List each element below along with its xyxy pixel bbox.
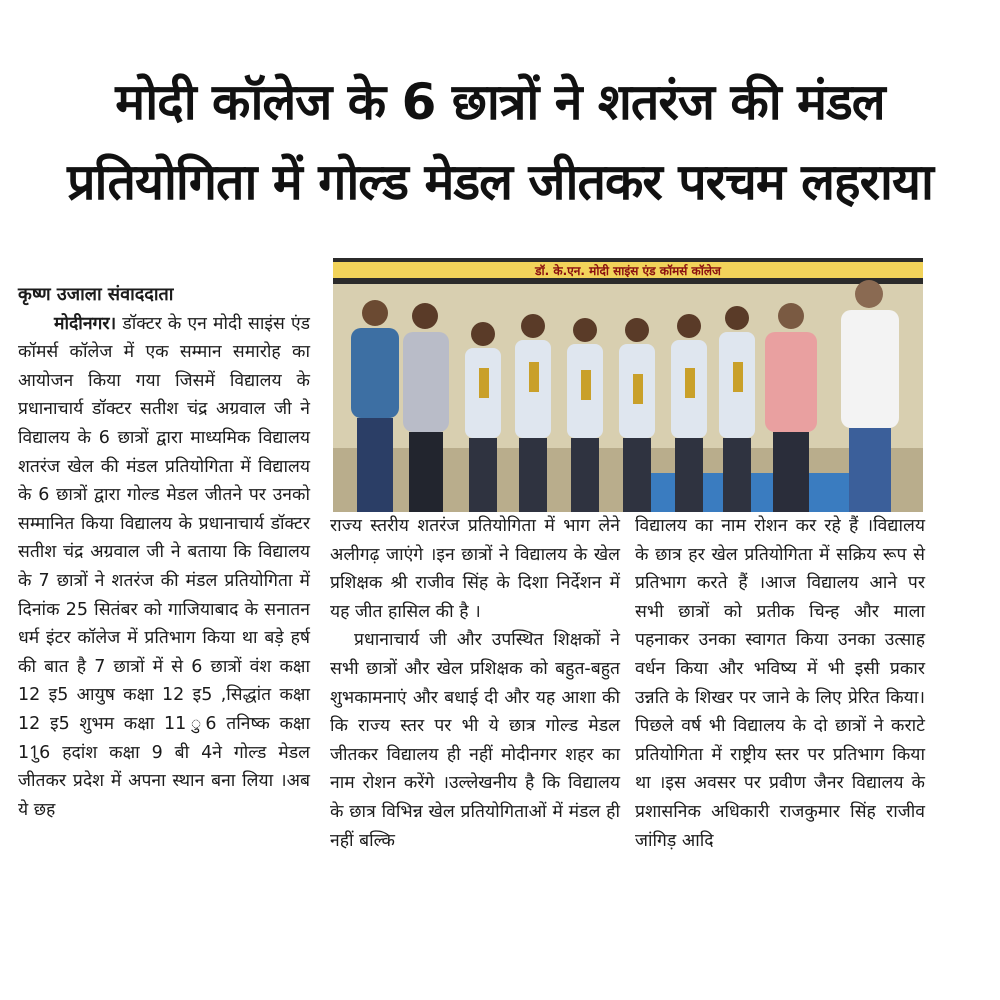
student-2 (515, 314, 551, 512)
headline (15, 62, 985, 222)
student-3 (567, 318, 603, 512)
person-2 (403, 303, 449, 512)
article-paragraph-2: प्रधानाचार्य जी और उपस्थित शिक्षकों ने सभी छात्रों और खेल प्रशिक्षक को बहुत-बहुत शुभकामनाएं और बधाई दी और यह आशा की कि राज्य स्तर पर भी ये छात्र गोल्ड मेडल जीतकर विद्यालय ही नहीं मोदीनगर शहर का नाम रोशन करेंगे ।उल्लेखनीय है कि विद्यालय के छात्र विभिन्न खेल प्रतियोगिताओं में मंडल ही नहीं बल्कि (330, 630, 620, 851)
headline-line-2: प्रतियोगिता में गोल्ड मेडल जीतकर परचम लहराया (67, 153, 933, 211)
person-4 (841, 280, 899, 512)
student-5 (671, 314, 707, 512)
student-1 (465, 322, 501, 512)
student-4 (619, 318, 655, 512)
article-text-column-3: विद्यालय का नाम रोशन कर रहे हैं ।विद्यालय के छात्र हर खेल प्रतियोगिता में सक्रिय रूप से प्रतिभाग करते हैं ।आज विद्यालय आने पर सभी छात्रों को प्रतीक चिन्ह और माला पहनाकर उनका स्वागत किया उनका उत्साह वर्धन किया और भविष्य में भी इसी प्रकार उन्नति के शिखर पर जाने के लिए प्रेरित किया। पिछले वर्ष भी विद्यालय के दो छात्रों ने कराटे प्रतियोगिता में राष्ट्रीय स्तर पर प्रतिभाग किया था ।इस अवसर पर प्रवीण जैनर विद्यालय के प्रशासनिक अधिकारी राजकुमार सिंह राजीव जांगिड़ आदि (635, 516, 925, 851)
student-6 (719, 306, 755, 512)
byline: कृष्ण उजाला संवाददाता (18, 284, 174, 305)
article-column-3 (635, 512, 925, 855)
photo-banner-text: डॉ. के.एन. मोदी साइंस एंड कॉमर्स कॉलेज (535, 264, 721, 278)
person-1 (351, 300, 399, 512)
group-photo-illustration (333, 258, 923, 512)
article-paragraph-1: राज्य स्तरीय शतरंज प्रतियोगिता में भाग लेने अलीगढ़ जाएंगे ।इन छात्रों ने विद्यालय के खेल प्रशिक्षक श्री राजीव सिंह के दिशा निर्देशन में यह जीत हासिल की है । (330, 516, 620, 622)
headline-line-1: मोदी कॉलेज के 6 छात्रों ने शतरंज की मंडल (115, 73, 885, 131)
news-photo (333, 258, 923, 512)
article-text-column-1: डॉक्टर के एन मोदी साइंस एंड कॉमर्स कॉलेज में एक सम्मान समारोह का आयोजन किया गया जिसमें विद्यालय के प्रधानाचार्य डॉक्टर सतीश चंद्र अग्रवाल जी ने विद्यालय के 6 छात्रों द्वारा माध्यमिक विद्यालय शतरंज खेल की मंडल प्रतियोगिता में विद्यालय के 6 छात्रों द्वारा गोल्ड मेडल जीतने पर उनको सम्मानित किया विद्यालय के प्रधानाचार्य डॉक्टर सतीश चंद्र अग्रवाल जी ने बताया कि विद्यालय के 7 छात्रों ने शतरंज की मंडल प्रतियोगिता में दिनांक 25 सितंबर को गाजियाबाद के सनातन धर्म इंटर कॉलेज में प्रतिभाग किया था बड़े हर्ष की बात है 7 छात्रों में से 6 छात्रों वंश कक्षा 12 इ5 आयुष कक्षा 12 इ5 ,सिद्धांत कक्षा 12 इ5 शुभम कक्षा 11 ु6 तनिष्क कक्षा 11ु6 हदांश कक्षा 9 बी 4ने गोल्ड मेडल जीतकर प्रदेश में अपना स्थान बना लिया ।अब ये छह (18, 313, 310, 820)
dateline: मोदीनगर। (54, 313, 117, 334)
article-column-1 (18, 281, 310, 824)
article-column-2 (330, 512, 620, 855)
